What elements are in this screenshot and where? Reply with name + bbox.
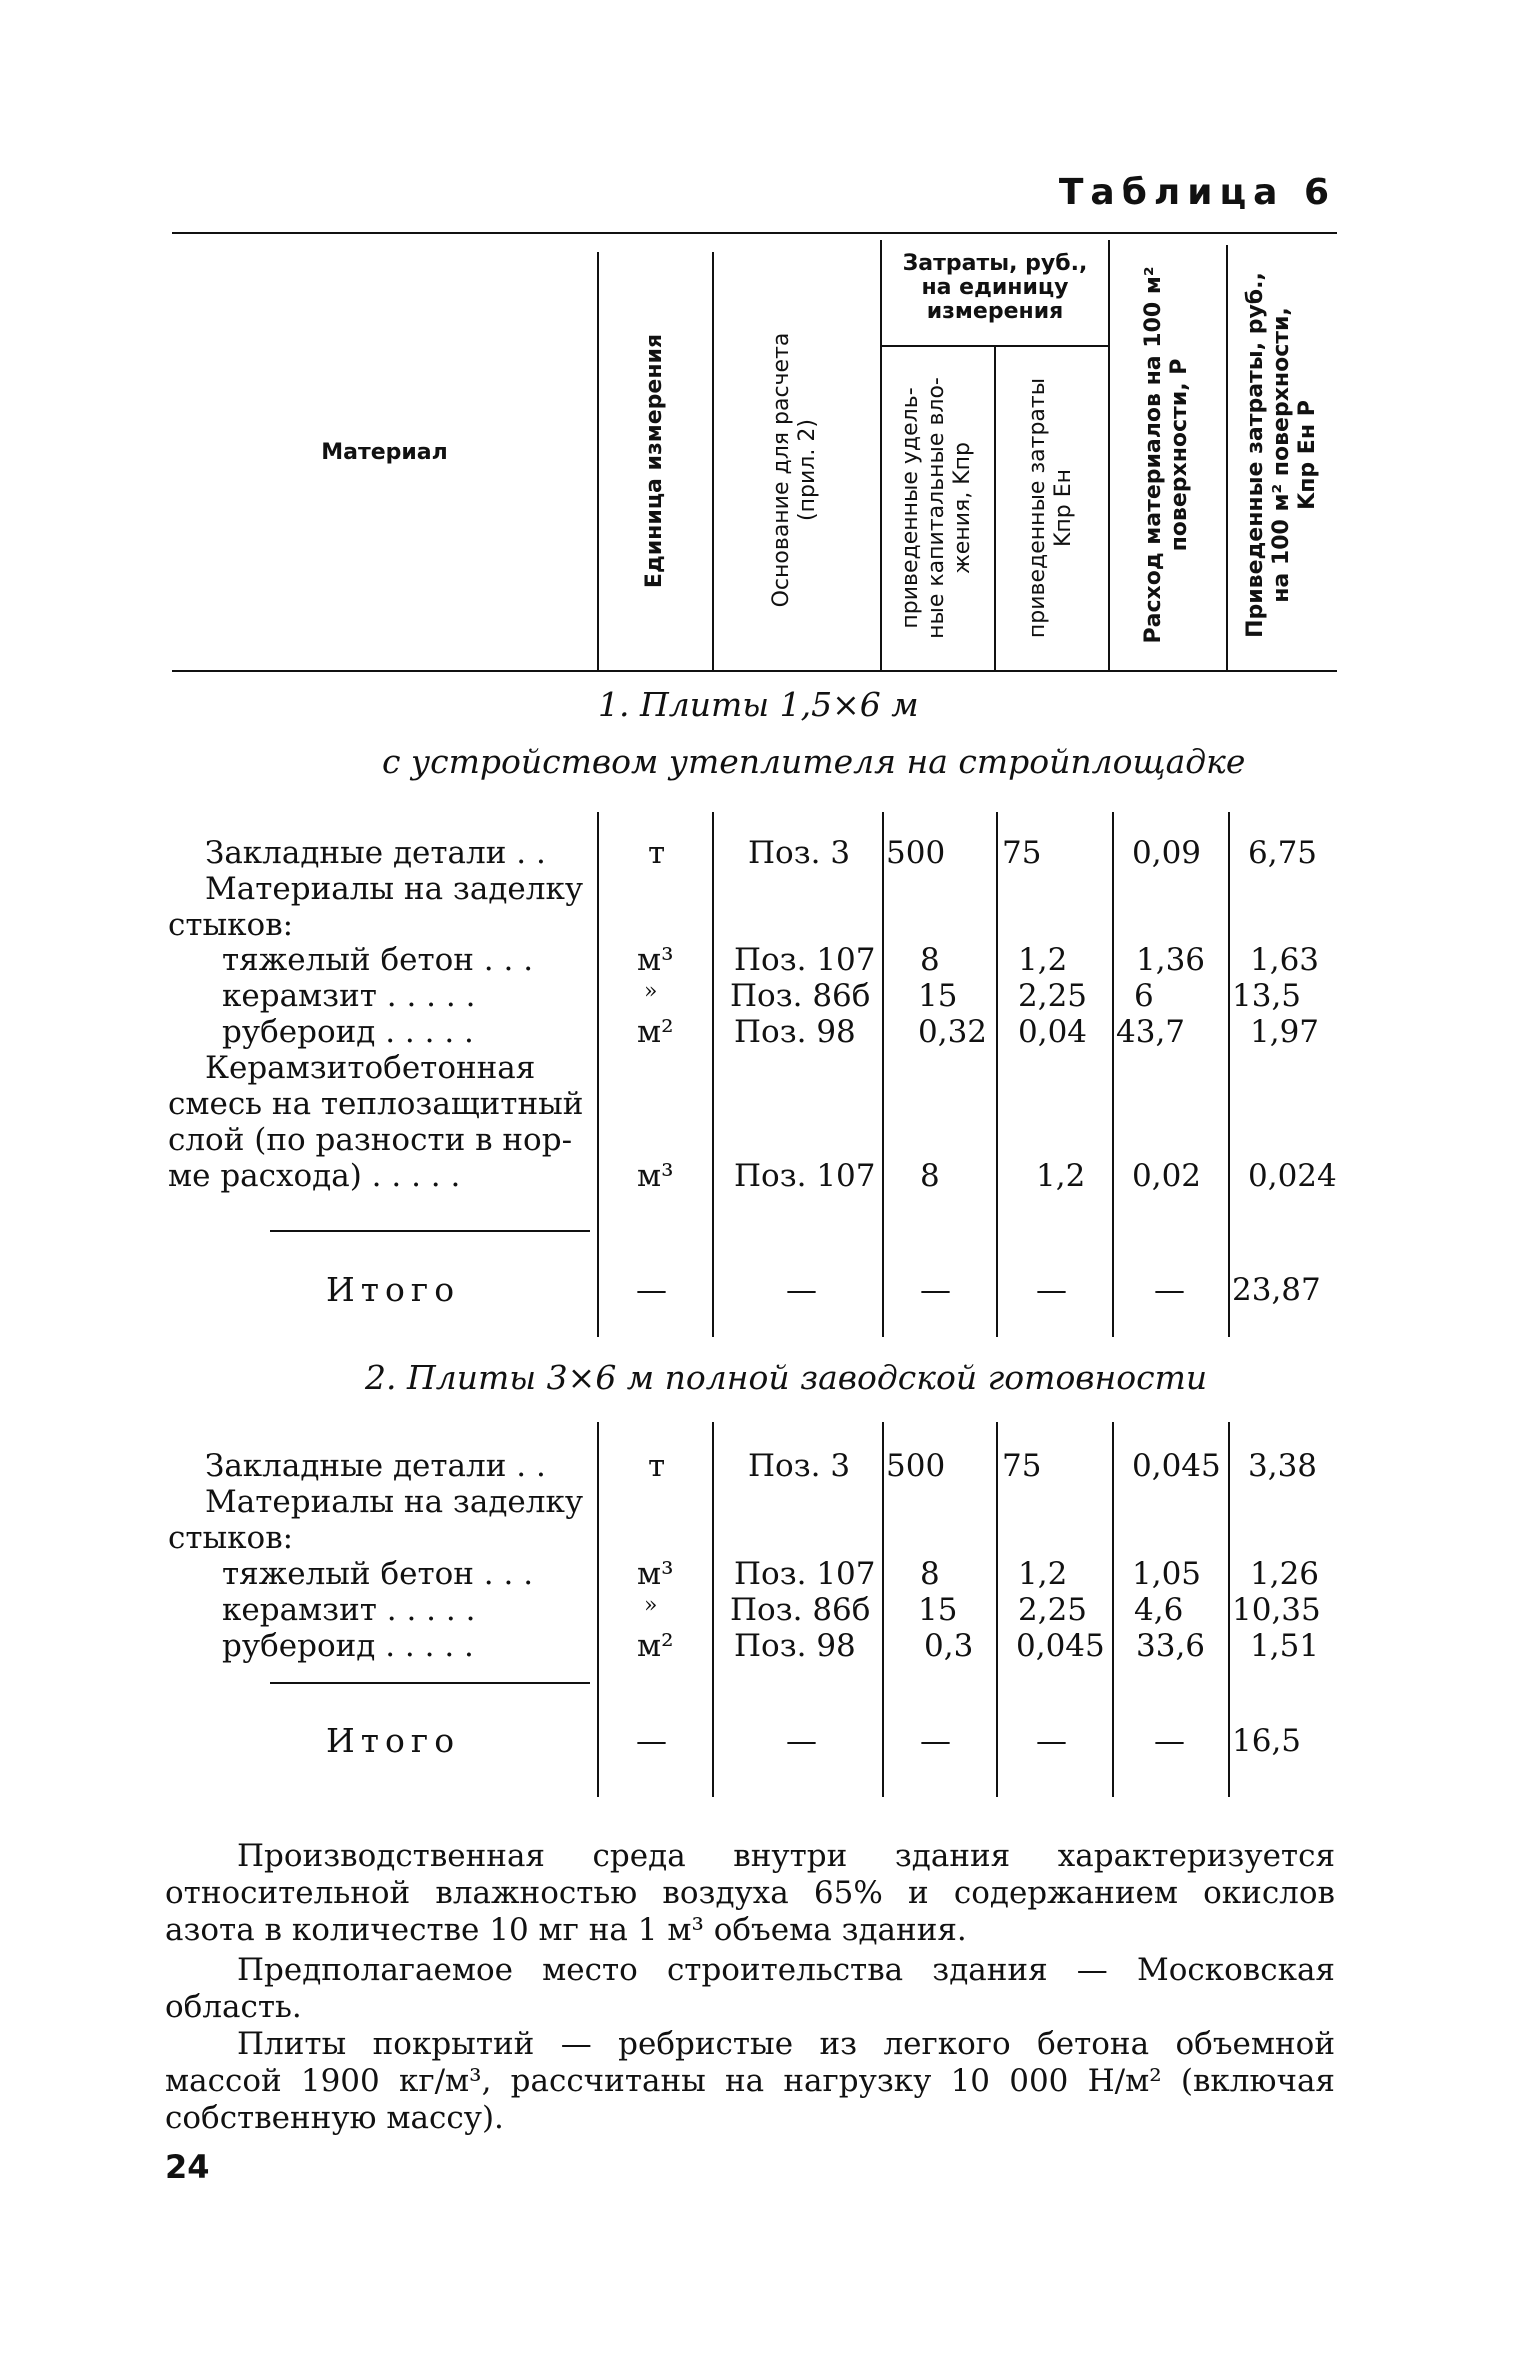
s2-divider-5: [1112, 1422, 1114, 1797]
s1-material: рубероид . . . . .: [222, 1014, 474, 1050]
paragraph-location: Предполагаемое место строительства здания — Московская область.: [165, 1952, 1335, 2025]
header-costs-group: [882, 252, 1108, 324]
s1-cost: 6,75: [1248, 835, 1318, 871]
s2-unit: м²: [637, 1628, 674, 1664]
s2-cost: 1,51: [1250, 1628, 1320, 1664]
header-capital-line2: ные капитальные вло-: [924, 377, 949, 639]
s1-material: Закладные детали . .: [205, 835, 546, 871]
s1-cost: 1,97: [1250, 1014, 1320, 1050]
s2-material: тяжелый бетон . . .: [222, 1556, 534, 1592]
header-consumption-line2: поверхности, P: [1167, 358, 1192, 552]
s2-divider-6: [1228, 1422, 1230, 1797]
s1-divider-5: [1112, 812, 1114, 1337]
s1-material: Материалы на заделку: [205, 871, 584, 907]
s1-total-reduced: —: [1036, 1272, 1067, 1308]
s2-cost: 1,26: [1250, 1556, 1320, 1592]
s1-consumption: 1,36: [1136, 942, 1206, 978]
header-total-cost-line1: Приведенные затраты, руб.,: [1243, 272, 1268, 638]
header-capital: [898, 358, 976, 658]
s1-total-capital: —: [920, 1272, 951, 1308]
paragraph-environment: Производственная среда внутри здания характеризуется относительной влажностью воздуха 65% и содержанием окислов азота в количестве 10 мг на 1 м³ объема здания.: [165, 1838, 1335, 1948]
header-costs-line2: на единицу: [921, 275, 1069, 300]
s2-unit: т: [648, 1448, 666, 1484]
s2-capital: 15: [918, 1592, 958, 1628]
s1-material: ме расхода) . . . . .: [168, 1158, 461, 1194]
s1-basis: Поз. 107: [734, 1158, 876, 1194]
s1-total-cost: 23,87: [1232, 1272, 1321, 1308]
s2-capital: 500: [886, 1448, 946, 1484]
s1-capital: 500: [886, 835, 946, 871]
header-divider-5: [1108, 240, 1110, 670]
header-basis-line2: (прил. 2): [795, 419, 820, 521]
s1-total-unit: —: [636, 1272, 667, 1308]
s1-reduced: 0,04: [1018, 1014, 1088, 1050]
s2-total-unit: —: [636, 1723, 667, 1759]
s1-unit: »: [644, 979, 658, 1004]
s1-cost: 13,5: [1232, 978, 1302, 1014]
s1-capital: 0,32: [918, 1014, 988, 1050]
s1-total-consumption: —: [1154, 1272, 1185, 1308]
header-total-cost: [1243, 250, 1321, 660]
s1-reduced: 1,2: [1018, 942, 1068, 978]
header-reduced: [1025, 358, 1077, 658]
s2-material: стыков:: [168, 1520, 294, 1556]
s2-reduced: 2,25: [1018, 1592, 1088, 1628]
s1-unit: м²: [637, 1014, 674, 1050]
s2-divider-4: [996, 1422, 998, 1797]
page-number: 24: [165, 2148, 210, 2186]
header-reduced-line2: Kпр Eн: [1051, 468, 1076, 548]
header-total-cost-line3: Kпр Eн P: [1295, 400, 1320, 510]
header-consumption: [1141, 255, 1193, 655]
s1-material: слой (по разности в нор-: [168, 1122, 573, 1158]
s1-total-rule: [270, 1230, 590, 1232]
table-title: Таблица 6: [1058, 172, 1336, 213]
header-divider-1: [597, 252, 599, 670]
s2-total-reduced: —: [1036, 1723, 1067, 1759]
s1-material: керамзит . . . . .: [222, 978, 476, 1014]
s1-reduced: 1,2: [1036, 1158, 1086, 1194]
s2-divider-2: [712, 1422, 714, 1797]
s2-unit: »: [644, 1593, 658, 1618]
s2-basis: Поз. 86б: [730, 1592, 871, 1628]
header-capital-line1: приведенные удель-: [898, 387, 923, 629]
header-capital-line3: жения, Kпр: [950, 441, 975, 575]
s1-cost: 1,63: [1250, 942, 1320, 978]
s1-reduced: 2,25: [1018, 978, 1088, 1014]
s2-total-rule: [270, 1682, 590, 1684]
s2-capital: 8: [920, 1556, 940, 1592]
s1-material: Керамзитобетонная: [205, 1050, 536, 1086]
s1-basis: Поз. 86б: [730, 978, 871, 1014]
s2-divider-1: [597, 1422, 599, 1797]
s2-capital: 0,3: [924, 1628, 974, 1664]
s2-consumption: 0,045: [1132, 1448, 1221, 1484]
header-costs-line1: Затраты, руб.,: [902, 251, 1088, 276]
s1-divider-4: [996, 812, 998, 1337]
section1-title-line1: 1. Плиты 1,5×6 м: [598, 685, 919, 724]
s2-basis: Поз. 98: [734, 1628, 856, 1664]
s2-material: керамзит . . . . .: [222, 1592, 476, 1628]
s1-basis: Поз. 3: [748, 835, 851, 871]
s2-consumption: 33,6: [1136, 1628, 1206, 1664]
s1-capital: 8: [920, 1158, 940, 1194]
s2-total-label: Итого: [326, 1721, 461, 1760]
s1-material: тяжелый бетон . . .: [222, 942, 534, 978]
s2-basis: Поз. 107: [734, 1556, 876, 1592]
s1-unit: т: [648, 835, 666, 871]
header-reduced-line1: приведенные затраты: [1025, 377, 1050, 639]
s2-basis: Поз. 3: [748, 1448, 851, 1484]
s1-total-label: Итого: [326, 1270, 461, 1309]
section1-title-line2: с устройством утеплителя на стройплощадке: [382, 742, 1246, 781]
s1-capital: 15: [918, 978, 958, 1014]
s2-material: Материалы на заделку: [205, 1484, 584, 1520]
s1-divider-2: [712, 812, 714, 1337]
s2-reduced: 1,2: [1018, 1556, 1068, 1592]
s1-consumption: 0,09: [1132, 835, 1202, 871]
header-total-cost-line2: на 100 м² поверхности,: [1269, 307, 1294, 603]
s1-unit: м³: [637, 942, 674, 978]
s2-consumption: 1,05: [1132, 1556, 1202, 1592]
s1-divider-3: [882, 812, 884, 1337]
header-basis: [769, 290, 821, 650]
header-costs-line3: измерения: [926, 299, 1064, 324]
s2-cost: 10,35: [1232, 1592, 1321, 1628]
section2-title: 2. Плиты 3×6 м полной заводской готовности: [365, 1358, 1208, 1397]
header-divider-6: [1226, 245, 1228, 670]
s1-divider-6: [1228, 812, 1230, 1337]
s1-cost: 0,024: [1248, 1158, 1337, 1194]
s1-consumption: 6: [1134, 978, 1154, 1014]
header-top-rule: [172, 232, 1337, 234]
s2-total-consumption: —: [1154, 1723, 1185, 1759]
s2-total-basis: —: [786, 1723, 817, 1759]
s2-cost: 3,38: [1248, 1448, 1318, 1484]
s1-divider-1: [597, 812, 599, 1337]
s1-basis: Поз. 98: [734, 1014, 856, 1050]
header-bottom-rule: [172, 670, 1337, 672]
header-consumption-line1: Расход материалов на 100 м²: [1141, 266, 1166, 644]
s1-consumption: 0,02: [1132, 1158, 1202, 1194]
s2-consumption: 4,6: [1134, 1592, 1184, 1628]
s2-reduced: 75: [1002, 1448, 1042, 1484]
s2-reduced: 0,045: [1016, 1628, 1105, 1664]
header-divider-4: [994, 345, 996, 670]
s2-total-capital: —: [920, 1723, 951, 1759]
s2-unit: м³: [637, 1556, 674, 1592]
s2-total-cost: 16,5: [1232, 1723, 1302, 1759]
s2-material: Закладные детали . .: [205, 1448, 546, 1484]
header-basis-line1: Основание для расчета: [769, 332, 794, 608]
s1-unit: м³: [637, 1158, 674, 1194]
header-material: Материал: [321, 440, 448, 465]
paragraph-slabs: Плиты покрытий — ребристые из легкого бетона объемной массой 1900 кг/м³, рассчитаны на нагрузку 10 000 Н/м² (включая собственную массу).: [165, 2026, 1335, 2136]
s1-reduced: 75: [1002, 835, 1042, 871]
s1-material: смесь на теплозащитный: [168, 1086, 584, 1122]
s2-divider-3: [882, 1422, 884, 1797]
s2-material: рубероид . . . . .: [222, 1628, 474, 1664]
s1-capital: 8: [920, 942, 940, 978]
s1-consumption: 43,7: [1116, 1014, 1186, 1050]
header-divider-2: [712, 252, 714, 670]
header-unit: Единица измерения: [642, 333, 667, 589]
s1-basis: Поз. 107: [734, 942, 876, 978]
s1-total-basis: —: [786, 1272, 817, 1308]
s1-material: стыков:: [168, 907, 294, 943]
